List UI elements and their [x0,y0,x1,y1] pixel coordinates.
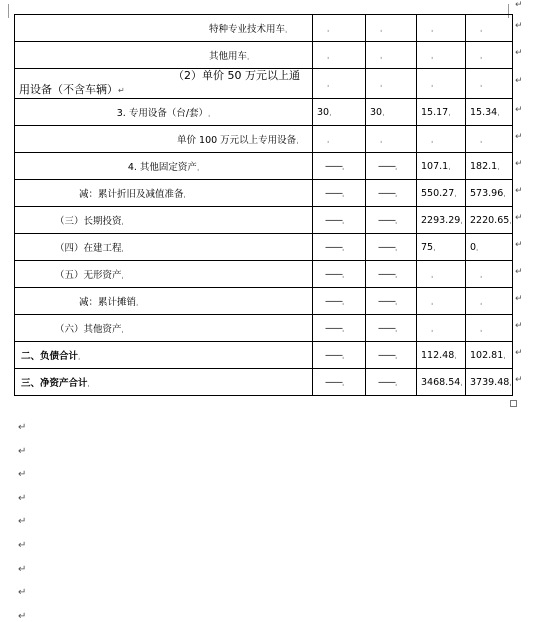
cell-value: 15.17 [421,106,449,118]
value-cell[interactable] [466,315,513,342]
cell-end-mark: ˌ [136,298,139,307]
row-label-cell[interactable] [15,15,313,42]
cell-value: 550.27 [421,187,455,199]
cell-value: 2293.29 [421,214,461,226]
cell-end-mark: ˌ [503,188,506,198]
value-cell[interactable] [466,288,513,315]
cell-end-mark: ˌ [480,50,483,60]
row-label: （三）长期投资 [55,216,122,227]
value-cell[interactable] [466,99,513,126]
cell-end-mark: ˌ [480,134,483,144]
table-row [15,69,513,99]
row-end-mark: ↵ [515,185,523,196]
cell-end-mark: ˌ [497,107,500,117]
cell-end-mark: ˌ [503,350,506,360]
row-label: 其他用车 [209,51,248,62]
value-cell[interactable] [366,234,417,261]
cell-end-mark: ˌ [342,377,345,387]
row-label: （2）单价 50 万元以上通 [173,69,300,82]
cell-end-mark: ˌ [87,379,90,388]
cell-end-mark: ˌ [342,242,345,252]
dash-value: —— [378,160,395,172]
row-label-cell[interactable] [15,207,313,234]
value-cell[interactable] [313,369,366,396]
cell-end-mark: ˌ [342,161,345,171]
asset-table [14,14,513,396]
table-resize-handle[interactable] [510,400,517,407]
dash-value: —— [378,295,395,307]
cell-end-mark: ˌ [460,215,463,225]
value-cell[interactable] [466,126,513,153]
row-label-cell[interactable] [15,99,313,126]
table-row [15,342,513,369]
dash-value: —— [325,268,342,280]
cell-end-mark: ˌ [431,50,434,60]
value-cell[interactable] [417,315,466,342]
dash-value: —— [325,160,342,172]
table-row [15,207,513,234]
row-end-mark: ↵ [515,76,523,86]
value-cell[interactable] [417,15,466,42]
cell-end-mark: ˌ [480,323,483,333]
cell-end-mark: ˌ [395,323,398,333]
value-cell[interactable] [466,234,513,261]
table-row [15,315,513,342]
dash-value: —— [378,241,395,253]
paragraph-mark: ↵ [118,86,125,95]
cell-end-mark: ˌ [476,242,479,252]
cell-end-mark: ˌ [395,377,398,387]
value-cell[interactable] [366,315,417,342]
cell-value: 102.81 [470,349,504,361]
row-label: 特种专业技术用车 [209,24,286,35]
value-cell[interactable] [466,369,513,396]
dash-value: —— [378,349,395,361]
value-cell[interactable] [466,153,513,180]
cell-end-mark: ˌ [395,215,398,225]
row-label: 单价 100 万元以上专用设备 [177,135,297,146]
row-label: （五）无形资产 [55,270,122,281]
dash-value: —— [378,268,395,280]
cell-end-mark: ˌ [342,188,345,198]
dash-value: —— [378,214,395,226]
dash-value: —— [325,322,342,334]
cell-end-mark: ˌ [342,323,345,333]
value-cell[interactable] [366,288,417,315]
cell-end-mark: ˌ [395,188,398,198]
value-cell[interactable] [313,342,366,369]
value-cell[interactable] [417,99,466,126]
empty-paragraph-mark[interactable]: ↵ [18,610,27,622]
value-cell[interactable] [366,15,417,42]
dash-value: —— [325,241,342,253]
row-end-mark: ↵ [515,293,523,304]
value-cell[interactable] [466,207,513,234]
cell-end-mark: ˌ [327,134,330,144]
dash-value: —— [378,376,395,388]
row-label: （六）其他资产 [55,324,122,335]
cell-end-mark: ˌ [497,161,500,171]
cell-end-mark: ˌ [509,377,512,387]
row-label: 减：累计折旧及减值准备 [79,189,184,200]
table-row [15,126,513,153]
cell-end-mark: ˌ [431,23,434,33]
cell-value: 182.1 [470,160,498,172]
cell-end-mark: ˌ [285,25,288,34]
value-cell[interactable] [366,42,417,69]
value-cell[interactable] [366,126,417,153]
value-cell[interactable] [466,15,513,42]
row-end-mark: ↵ [515,347,523,358]
value-cell[interactable] [417,42,466,69]
empty-paragraph-mark[interactable]: ↵ [18,563,27,575]
dash-value: —— [325,295,342,307]
table-row [15,15,513,42]
row-label-cell[interactable] [15,369,313,396]
cell-end-mark: ˌ [509,215,512,225]
cell-end-mark: ˌ [480,79,483,88]
row-end-mark: ↵ [515,239,523,250]
value-cell[interactable] [417,126,466,153]
row-label-cell[interactable] [15,42,313,69]
table-row [15,99,513,126]
row-label-cell[interactable] [15,261,313,288]
row-label: 三、净资产合计 [21,378,88,389]
row-label: 3. 专用设备（台/套） [116,108,209,119]
value-cell[interactable] [466,180,513,207]
row-label-cell[interactable] [15,69,313,99]
cell-value: 3739.48 [470,376,510,388]
value-cell[interactable] [313,207,366,234]
empty-paragraph-mark[interactable]: ↵ [18,445,27,457]
table-row [15,369,513,396]
row-label: 4. 其他固定资产 [127,162,197,173]
row-end-mark: ↵ [515,320,523,331]
value-cell[interactable] [466,342,513,369]
value-cell[interactable] [466,69,513,99]
cell-end-mark: ˌ [121,217,124,226]
value-cell[interactable] [366,69,417,99]
cell-end-mark: ˌ [380,134,383,144]
row-label-cell[interactable] [15,234,313,261]
value-cell[interactable] [366,153,417,180]
cell-end-mark: ˌ [342,215,345,225]
cell-end-mark: ˌ [327,23,330,33]
cell-end-mark: ˌ [342,350,345,360]
cell-end-mark: ˌ [121,271,124,280]
value-cell[interactable] [417,342,466,369]
cell-end-mark: ˌ [382,107,385,117]
value-cell[interactable] [313,42,366,69]
row-end-mark: ↵ [515,20,523,31]
cell-value: 3468.54 [421,376,461,388]
cell-end-mark: ˌ [296,136,299,145]
cell-end-mark: ˌ [433,242,436,252]
row-end-mark: ↵ [515,0,523,10]
row-end-mark: ↵ [515,374,523,385]
cell-end-mark: ˌ [380,23,383,33]
cell-end-mark: ˌ [460,377,463,387]
value-cell[interactable] [366,369,417,396]
empty-paragraph-mark[interactable]: ↵ [18,422,27,433]
cell-end-mark: ˌ [431,323,434,333]
dash-value: —— [325,349,342,361]
cell-end-mark: ˌ [327,79,330,88]
row-label-cell[interactable] [15,288,313,315]
cell-end-mark: ˌ [380,79,383,88]
value-cell[interactable] [417,69,466,99]
cell-end-mark: ˌ [395,296,398,306]
table-row [15,288,513,315]
value-cell[interactable] [466,42,513,69]
row-label-cell[interactable] [15,342,313,369]
cell-end-mark: ˌ [342,269,345,279]
row-label: 减：累计摊销 [79,297,137,308]
row-end-mark: ↵ [515,131,523,142]
value-cell[interactable] [313,315,366,342]
cell-end-mark: ˌ [247,52,250,61]
cell-end-mark: ˌ [480,23,483,33]
row-label: 二、负债合计 [21,351,79,362]
cell-value: 2220.65 [470,214,510,226]
cell-end-mark: ˌ [395,350,398,360]
cell-end-mark: ˌ [183,190,186,199]
value-cell[interactable] [313,261,366,288]
cell-value: 30 [317,106,330,118]
empty-paragraph-mark[interactable]: ↵ [18,469,27,481]
cell-end-mark: ˌ [121,244,124,253]
dash-value: —— [378,187,395,199]
cell-end-mark: ˌ [327,50,330,60]
table-row [15,180,513,207]
value-cell[interactable] [366,99,417,126]
cell-end-mark: ˌ [431,269,434,279]
value-cell[interactable] [313,69,366,99]
row-label-cell[interactable] [15,180,313,207]
cell-value: 30 [370,106,383,118]
value-cell[interactable] [366,207,417,234]
row-label-cell[interactable] [15,315,313,342]
empty-paragraph-mark[interactable]: ↵ [18,516,27,528]
cell-end-mark: ˌ [78,352,81,361]
cell-end-mark: ˌ [342,296,345,306]
value-cell[interactable] [417,261,466,288]
value-cell[interactable] [366,180,417,207]
cell-end-mark: ˌ [431,134,434,144]
cell-end-mark: ˌ [448,161,451,171]
dash-value: —— [378,322,395,334]
row-end-mark: ↵ [515,212,523,223]
value-cell[interactable] [313,126,366,153]
row-label-cell[interactable] [15,153,313,180]
value-cell[interactable] [417,207,466,234]
value-cell[interactable] [313,153,366,180]
cell-end-mark: ˌ [395,269,398,279]
value-cell[interactable] [417,180,466,207]
value-cell[interactable] [366,261,417,288]
cell-end-mark: ˌ [448,107,451,117]
value-cell[interactable] [313,180,366,207]
value-cell[interactable] [366,342,417,369]
cell-value: 107.1 [421,160,449,172]
cell-end-mark: ˌ [454,350,457,360]
row-end-mark: ↵ [515,266,523,277]
cell-value: 15.34 [470,106,498,118]
row-end-mark: ↵ [515,47,523,58]
row-label: 用设备（不含车辆）↵ [19,83,125,96]
dash-value: —— [325,214,342,226]
row-end-mark: ↵ [515,104,523,115]
cell-end-mark: ˌ [454,188,457,198]
value-cell[interactable] [417,369,466,396]
cell-end-mark: ˌ [196,163,200,172]
table-row [15,234,513,261]
cell-end-mark: ˌ [480,269,483,279]
value-cell[interactable] [417,234,466,261]
cell-end-mark: ˌ [380,50,383,60]
table-row [15,261,513,288]
value-cell[interactable] [417,153,466,180]
table-row [15,153,513,180]
cell-value: 112.48 [421,349,455,361]
empty-paragraph-mark[interactable]: ↵ [18,540,27,551]
cell-end-mark: ˌ [431,296,434,306]
value-cell[interactable] [313,234,366,261]
cell-end-mark: ˌ [395,161,398,171]
value-cell[interactable] [313,99,366,126]
value-cell[interactable] [313,15,366,42]
row-label: （四）在建工程 [55,243,122,254]
cell-end-mark: ˌ [329,107,332,117]
cell-end-mark: ˌ [431,79,434,88]
table-row [15,42,513,69]
cell-value: 0 [470,241,477,253]
cell-end-mark: ˌ [208,109,211,118]
cell-value: 75 [421,241,434,253]
cell-end-mark: ˌ [480,296,483,306]
dash-value: —— [325,376,342,388]
dash-value: —— [325,187,342,199]
empty-paragraph-mark[interactable]: ↵ [18,587,27,599]
row-label-cell[interactable] [15,126,313,153]
row-end-mark: ↵ [515,158,523,169]
cell-end-mark: ˌ [395,242,398,252]
cell-end-mark: ˌ [121,325,124,334]
empty-paragraph-mark[interactable]: ↵ [18,492,27,504]
value-cell[interactable] [417,288,466,315]
value-cell[interactable] [466,261,513,288]
value-cell[interactable] [313,288,366,315]
cell-value: 573.96 [470,187,504,199]
